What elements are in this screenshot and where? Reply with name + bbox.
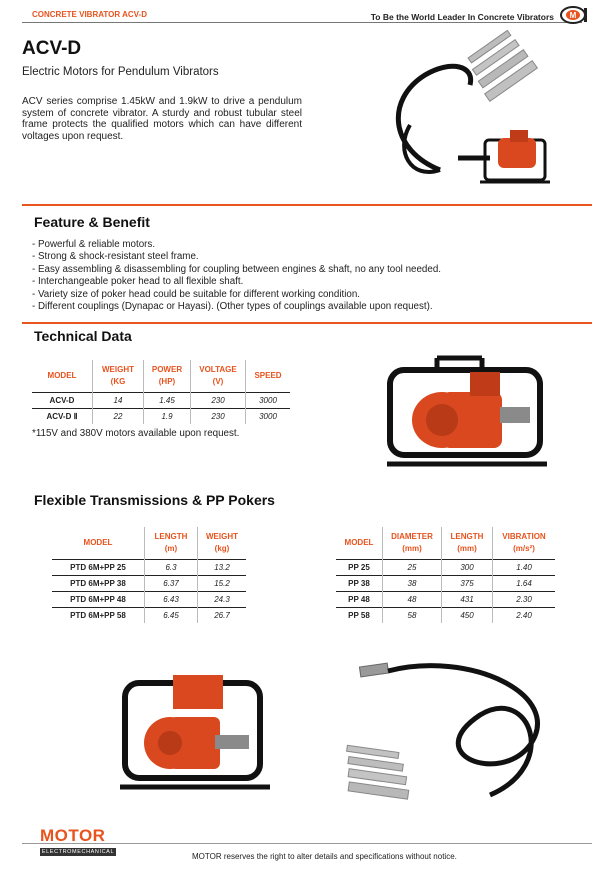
section-divider: [22, 204, 592, 206]
page-title: ACV-D: [22, 38, 82, 59]
breadcrumb: CONCRETE VIBRATOR ACV-D: [32, 10, 147, 19]
table-row: PP 38 38 375 1.64: [336, 575, 555, 591]
list-item: - Interchangeable poker head to all flexible shaft.: [32, 276, 244, 288]
column-header: SPEED: [246, 360, 291, 392]
header-divider: [22, 22, 582, 23]
footer-brand: MOTOR: [40, 826, 106, 845]
motor-frame-image: [382, 352, 552, 472]
poker-table: [336, 527, 555, 623]
flexible-shaft-image: [380, 30, 595, 190]
column-header: LENGTH (m): [145, 527, 198, 559]
table-row: PP 58 58 450 2.40: [336, 607, 555, 623]
svg-text:M: M: [569, 11, 577, 20]
column-header: WEIGHT (KG: [93, 360, 144, 392]
table-row: PTD 6M+PP 38 6.37 15.2: [52, 575, 246, 591]
header-tagline: To Be the World Leader In Concrete Vibrators: [370, 12, 554, 22]
column-header: MODEL: [344, 537, 374, 547]
table-row: PP 48 48 431 2.30: [336, 591, 555, 607]
column-header: MODEL: [83, 537, 113, 547]
list-item: - Powerful & reliable motors.: [32, 239, 156, 250]
column-header: POWER (HP): [144, 360, 191, 392]
page-subtitle: Electric Motors for Pendulum Vibrators: [22, 66, 219, 78]
list-item: - Variety size of poker head could be suitable for different working condition.: [32, 288, 361, 300]
table-row: PTD 6M+PP 58 6.45 26.7: [52, 607, 246, 623]
column-header: WEIGHT (kg): [198, 527, 247, 559]
technical-table: [32, 360, 290, 424]
transmissions-heading: Flexible Transmissions & PP Pokers: [34, 492, 275, 508]
feature-list: [32, 239, 441, 313]
table-row: ACV-D Ⅱ 22 1.9 230 3000: [32, 408, 290, 424]
brand-logo: [558, 4, 592, 26]
features-heading: Feature & Benefit: [34, 214, 150, 230]
motor-image-bottom: [115, 665, 275, 795]
list-item: - Easy assembling & disassembling for coupling between engines & shaft, no any tool needed.: [32, 263, 441, 275]
table-row: PTD 6M+PP 48 6.43 24.3: [52, 591, 246, 607]
footer-note: MOTOR reserves the right to alter details and specifications without notice.: [192, 852, 457, 861]
list-item: - Different couplings (Dynapac or Hayasi). (Other types of couplings available upon request).: [32, 301, 433, 313]
intro-paragraph: ACV series comprise 1.45kW and 1.9kW to drive a pendulum system of concrete vibrator. A sturdy and robust tubular steel frame protects the qualified motors which can have different voltages upon request.: [22, 96, 302, 142]
table-row: ACV-D 14 1.45 230 3000: [32, 392, 290, 408]
footer-brand-sub: ELECTROMECHANICAL: [41, 849, 115, 855]
hose-pokers-image: [330, 655, 570, 805]
column-header: VOLTAGE (V): [191, 360, 246, 392]
column-header: VIBRATION (m/s²): [493, 527, 556, 559]
shaft-table: [52, 527, 246, 623]
column-header: LENGTH (mm): [442, 527, 493, 559]
column-header: DIAMETER (mm): [383, 527, 442, 559]
list-item: - Strong & shock-resistant steel frame.: [32, 251, 199, 263]
section-divider: [22, 322, 592, 324]
technical-note: *115V and 380V motors available upon request.: [32, 428, 240, 439]
table-row: PTD 6M+PP 25 6.3 13.2: [52, 559, 246, 575]
table-row: PP 25 25 300 1.40: [336, 559, 555, 575]
technical-heading: Technical Data: [34, 328, 132, 344]
footer-divider: [22, 843, 592, 844]
column-header: MODEL: [47, 370, 77, 380]
